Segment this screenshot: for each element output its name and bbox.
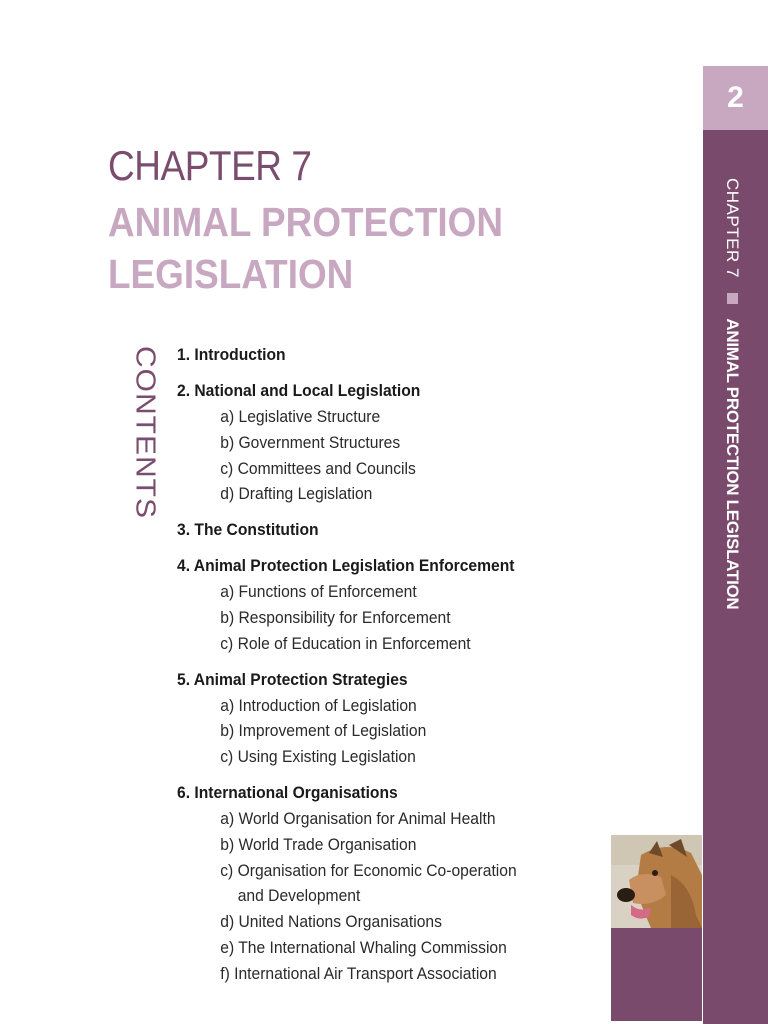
toc-section-6 bbox=[177, 780, 597, 987]
dog-image-icon bbox=[611, 835, 702, 928]
toc-section-2 bbox=[177, 378, 597, 507]
chapter-title bbox=[108, 196, 503, 300]
toc-item[interactable]: c) Organisation for Economic Co-operation bbox=[220, 860, 517, 880]
toc-item[interactable]: c) Role of Education in Enforcement bbox=[220, 633, 471, 653]
toc-section-title[interactable]: 5. Animal Protection Strategies bbox=[177, 669, 408, 689]
toc-item[interactable]: e) The International Whaling Commission bbox=[220, 937, 507, 957]
toc-item[interactable]: b) Improvement of Legislation bbox=[220, 721, 427, 741]
toc-section-title[interactable]: 1. Introduction bbox=[177, 345, 286, 364]
toc-item[interactable]: b) Government Structures bbox=[220, 432, 401, 452]
chapter-title-line-2: LEGISLATION bbox=[108, 251, 354, 297]
table-of-contents bbox=[177, 342, 597, 997]
toc-item[interactable]: d) Drafting Legislation bbox=[220, 484, 373, 504]
dog-photo bbox=[611, 835, 702, 928]
sidebar-chapter-label: CHAPTER 7 bbox=[723, 178, 742, 278]
toc-item[interactable]: c) Using Existing Legislation bbox=[220, 747, 416, 767]
toc-item[interactable]: c) Committees and Councils bbox=[220, 458, 416, 478]
toc-item[interactable]: a) Functions of Enforcement bbox=[220, 582, 417, 602]
contents-label: CONTENTS bbox=[130, 346, 161, 519]
toc-item[interactable]: a) Legislative Structure bbox=[220, 407, 381, 426]
toc-item[interactable]: d) United Nations Organisations bbox=[220, 912, 442, 932]
toc-item[interactable]: f) International Air Transport Association bbox=[220, 963, 497, 983]
toc-item-continuation[interactable]: and Development bbox=[237, 886, 361, 906]
toc-section-5 bbox=[177, 667, 597, 770]
toc-item[interactable]: a) World Organisation for Animal Health bbox=[220, 808, 496, 828]
toc-section-1 bbox=[177, 342, 597, 368]
toc-section-title[interactable]: 3. The Constitution bbox=[177, 520, 319, 540]
toc-section-title[interactable]: 2. National and Local Legislation bbox=[177, 381, 421, 400]
toc-section-title[interactable]: 4. Animal Protection Legislation Enforcement bbox=[177, 556, 515, 576]
toc-item[interactable]: a) Introduction of Legislation bbox=[220, 695, 417, 715]
section-number: 2 bbox=[703, 66, 768, 130]
chapter-label: CHAPTER 7 bbox=[108, 142, 312, 189]
toc-section-3 bbox=[177, 517, 597, 543]
toc-item[interactable]: b) World Trade Organisation bbox=[220, 834, 417, 854]
chapter-title-line-1: ANIMAL PROTECTION bbox=[108, 199, 503, 245]
toc-section-title[interactable]: 6. International Organisations bbox=[177, 782, 398, 802]
square-bullet-icon bbox=[727, 293, 738, 304]
sidebar-chapter-title bbox=[722, 178, 742, 609]
toc-item[interactable]: b) Responsibility for Enforcement bbox=[220, 607, 451, 627]
toc-section-4 bbox=[177, 553, 597, 656]
sidebar-title: ANIMAL PROTECTION LEGISLATION bbox=[723, 318, 742, 610]
